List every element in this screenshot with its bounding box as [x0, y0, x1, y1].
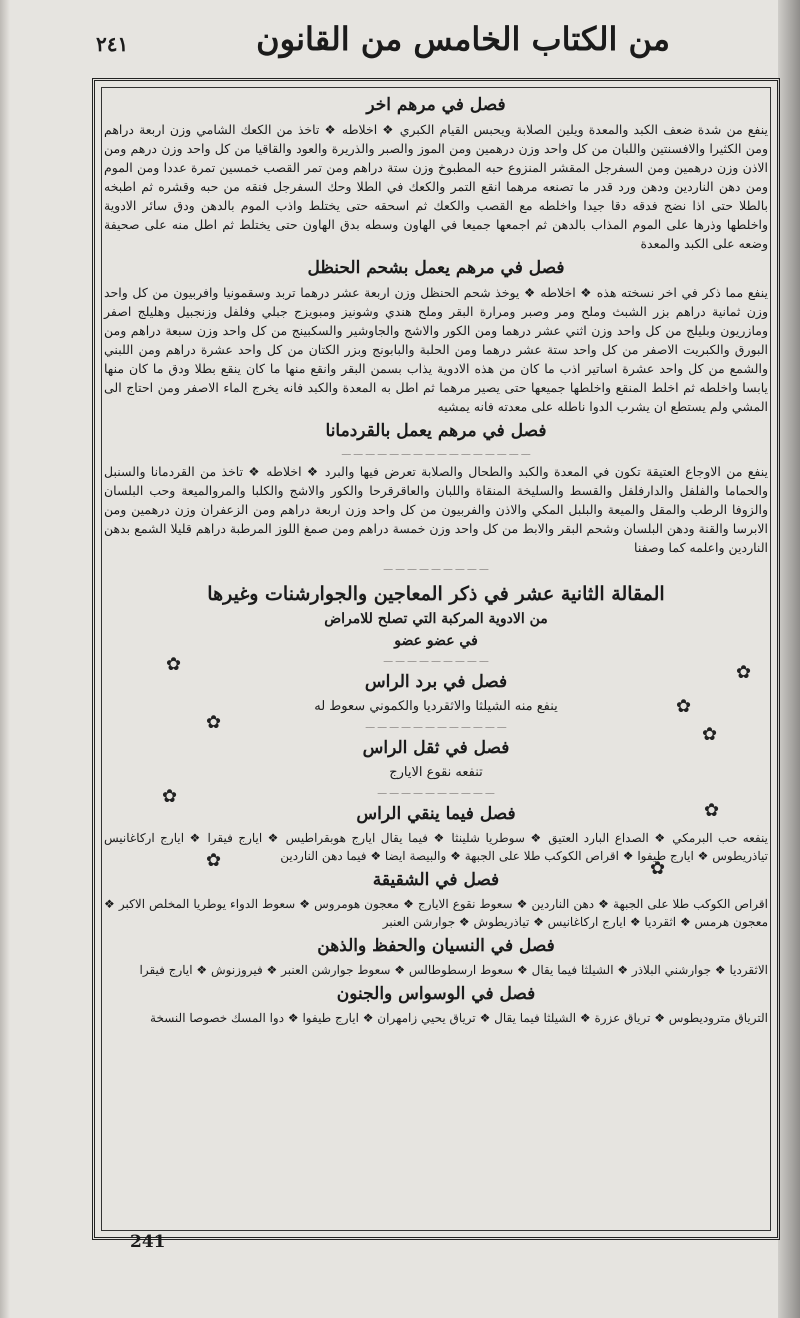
flower-ornament-icon: ✿: [702, 724, 718, 745]
section-paragraph: ينفع من شدة ضعف الكبد والمعدة ويلين الصلابة ويحبس القيام الكبري ❖ اخلاطه ❖ تاخذ من الكعك الشامي وزن اربعة دراهم ومن الكثيرا والافسنتين واللبان من كل واحد وزن درهمين ومن الموز والصبر والذريرة والعود والقاقيا من كل واحد وزن درهم ومن الاذن وزن درهمين ومن السفرجل المقشر المنزوع حبه المطبوخ وزن ستة دراهم ومن تمر القصب خمسين تمرة عددا ومن الموم ومن دهن الناردين ودهن ورد قدر ما تصنعه مرهما انقع التمر والكعك في الطلا وحك السفرجل فنقه من حبه وقشره ثم اطبخه بالطلا حتى اذا نضج فدقه دقا جيدا واخلطه مع القصب والكعك ثم اسحقه حتى يختلط واذب الموم بالدهن ودق سائر الادوية واخلطها وذرها على الموم المذاب بالدهن ثم اجمعها جميعا في الهاون وسطه بدق الهاون حتى يختلط ثم اطل منه على صحيفة وضعه على الكبد والمعدة: [104, 122, 768, 251]
running-title: من الكتاب الخامس من القانون: [256, 20, 670, 58]
flower-ornament-icon: ✿: [650, 858, 666, 879]
bleed-through-line: ـــ ـــ ـــ ـــ ـــ ـــ ـــ ـــ ـــ: [383, 562, 489, 573]
section-paragraph: الاثقرديا ❖ جوارشني البلاذر ❖ الشيلثا فيما يقال ❖ سعوط ارسطوطالس ❖ سعوط جوارشن العنبر ❖ فيروزنوش ❖ ايارج فيقرا: [139, 963, 768, 977]
maqala-title: المقالة الثانية عشر في ذكر المعاجين والجوارشنات وغيرها: [207, 583, 665, 605]
maqala-subtitle-2: في عضو عضو: [394, 633, 478, 649]
page-left-shade: [0, 0, 10, 1318]
page-gutter: [778, 0, 800, 1318]
section-heading: فصل في الوسواس والجنون: [336, 984, 536, 1004]
flower-ornament-icon: ✿: [206, 850, 222, 871]
section-paragraph: ينفعه حب البرمكي ❖ الصداع البارد العتيق ❖ سوطريا شلينثا ❖ فيما يقال ايارج هوبقراطيس ❖ ايارج فيقرا ❖ ايارج اركاغانيس تياذريطوس ❖ ايارج طيفوا ❖ اقراص الكوكب طلا على الجبهة ❖ والبيصة ايضا ❖ فيما دهن الناردين: [104, 831, 768, 863]
section-heading: فصل في ثقل الراس: [362, 738, 510, 758]
section-paragraph: ينفع مما ذكر في اخر نسخته هذه ❖ اخلاطه ❖ يوخذ شحم الحنظل وزن اربعة عشر درهما تربد وسقمونيا وافربيون من كل واحد وزن ثمانية دراهم بزر الشبث وملح ومر وصبر ومرارة البقر وملح هندي وشونيز ومبويزج جبلي وفلفل وزنجبيل وهليلج اصفر ومازريون وبليلج من كل واحد وزن اثني عشر درهما ومن الكور والاشج والجاوشير والسكبينج من كل واحد وزن سبعة دراهم ومن البورق والكبريت الاصفر من كل واحد ستة عشر درهما ومن الحلبة والبابونج وبزر الكتان من كل واحد عشرة دراهم ومن اللبني والشمع من كل واحد عشرة اساتير اذب ما كان من هذه الادوية يذاب بسمن البقر وانقع منها ما كان ينقع بطلا ودق ما كان منها يابسا واخلطه ثم اخلط المنقع واخلطها جميعها حتى يصير مرهما ثم اطل به المعدة والكبد فانه يخرج الماء الاصفر ومن احتاج الى المشي ولم يستطع ان يشرب الدوا ناطله على معدته فانه يمشيه: [104, 285, 768, 414]
flower-ornament-icon: ✿: [162, 786, 178, 807]
maqala-subtitle: من الادوية المركبة التي تصلح للامراض: [324, 611, 548, 627]
section-heading: فصل في مرهم اخر: [366, 95, 506, 115]
page-content: [104, 90, 768, 1031]
bleed-through-line: ـــ ـــ ـــ ـــ ـــ ـــ ـــ ـــ ـــ: [383, 654, 489, 665]
flower-ornament-icon: ✿: [206, 712, 222, 733]
section-paragraph: الترياق متروديطوس ❖ ترياق عزرة ❖ الشيلثا فيما يقال ❖ ترياق يحيي زامهران ❖ ايارج طيفوا ❖ دوا المسك خصوصا النسخة: [150, 1011, 768, 1025]
page-number-top: ٢٤١: [96, 32, 129, 56]
section-paragraph: اقراص الكوكب طلا على الجبهة ❖ دهن الناردين ❖ سعوط نقوع الايارج ❖ معجون هومروس ❖ سعوط الدواء يوطريا المخلص الاكبر ❖ معجون هرمس ❖ اثقرديا ❖ ايارج اركاغانيس ❖ تياذريطوش ❖ جوارشن العنبر: [104, 897, 768, 929]
flower-ornament-icon: ✿: [736, 662, 752, 683]
bleed-through-line: ـــ ـــ ـــ ـــ ـــ ـــ ـــ ـــ ـــ ـــ: [377, 786, 495, 797]
flower-ornament-icon: ✿: [166, 654, 182, 675]
section-paragraph: ينفع من الاوجاع العتيقة تكون في المعدة والكبد والطحال والصلابة تعرض فيها والبرد ❖ اخلاطه ❖ تاخذ من القردمانا والسنبل والحماما والفلفل والدارفلفل والقسط والسليخة المنقاة واللبان والعاقرقرحا والكور والاشج والكلبا والمروالميعة وحب البلسان والزوفا الرطب والمقل والميعة والبلبل المكي والاذن والفربيون من كل واحد وزن اربعة دراهم ومن الزعفران وزن درهمين ومن الابرسا والقنة ودهن البلسان وشحم البقر والابط من كل واحد وزن خمسة دراهم ومن صمغ اللوز المرطبة دراهم قليلا الشمع بدهن الناردين واعلمه كما وصفنا: [104, 464, 768, 555]
section-heading: فصل في برد الراس: [364, 672, 508, 692]
flower-ornament-icon: ✿: [704, 800, 720, 821]
section-line: تنفعه نقوع الايارج: [389, 765, 483, 780]
running-head: [70, 18, 770, 70]
page-number-bottom: 241: [130, 1232, 166, 1252]
section-heading: فصل في مرهم يعمل بالقردمانا: [325, 421, 547, 441]
section-heading: فصل في الشقيقة: [372, 870, 500, 890]
bleed-through-line: ـــ ـــ ـــ ـــ ـــ ـــ ـــ ـــ ـــ ـــ ـــ ـــ: [365, 720, 507, 731]
section-heading: فصل فيما ينقي الراس: [356, 804, 516, 824]
bleed-through-line: ـــ ـــ ـــ ـــ ـــ ـــ ـــ ـــ ـــ ـــ ـــ ـــ ـــ ـــ ـــ ـــ: [341, 447, 531, 458]
section-heading: فصل في النسيان والحفظ والذهن: [317, 936, 555, 956]
section-line: ينفع منه الشيلثا والاثقرديا والكموني سعوط له: [314, 699, 558, 714]
flower-ornament-icon: ✿: [676, 696, 692, 717]
section-heading: فصل في مرهم يعمل بشحم الحنظل: [307, 258, 565, 278]
